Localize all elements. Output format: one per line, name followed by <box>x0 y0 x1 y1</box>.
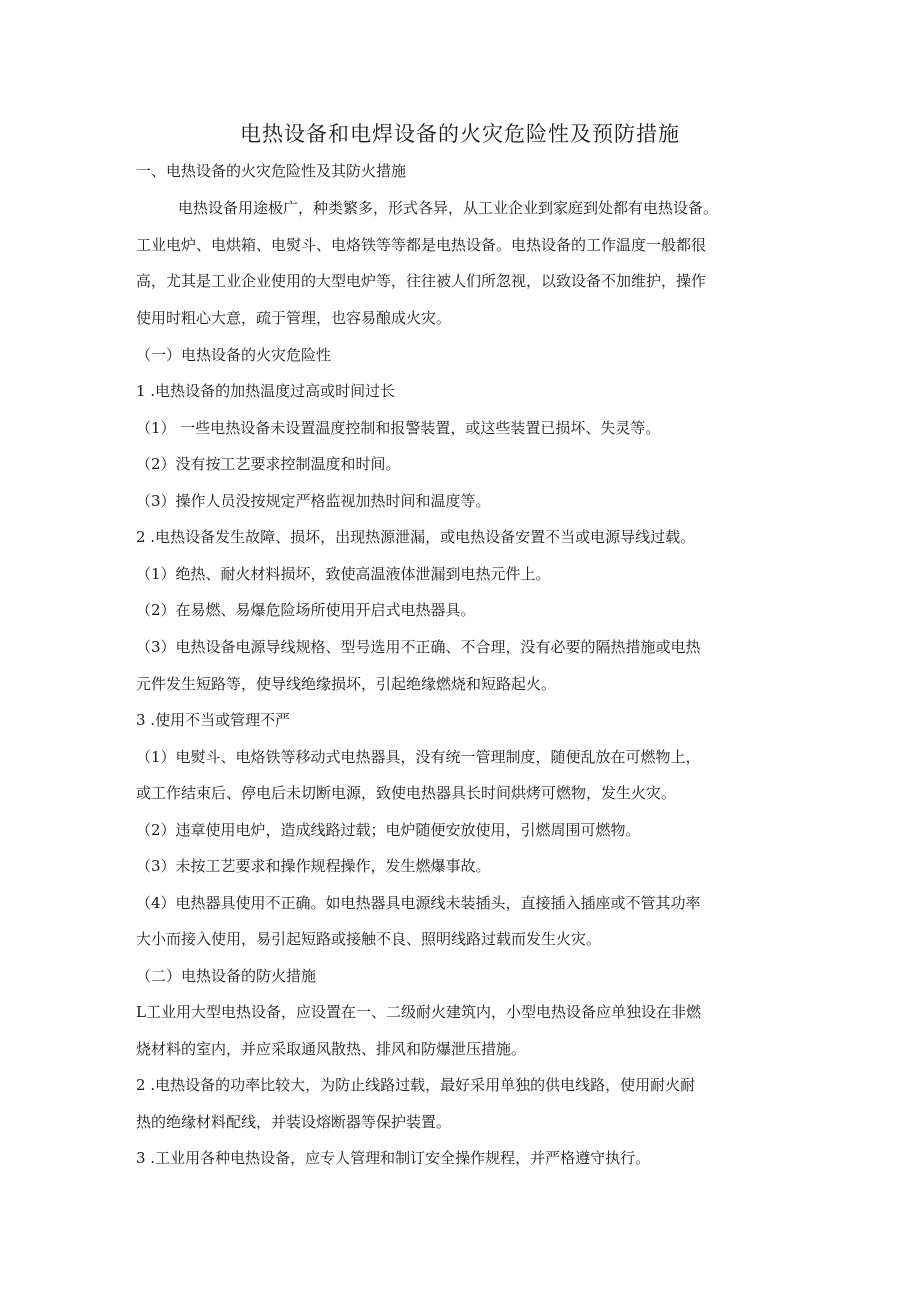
list-item: （1） 一些电热设备未设置温度控制和报警装置，或这些装置已损坏、失灵等。 <box>136 419 661 437</box>
list-item-continuation: 或工作结束后、停电后未切断电源，致使电热器具长时间烘烤可燃物，发生火灾。 <box>136 784 677 802</box>
item-continuation: 热的绝缘材料配线，并装设熔断器等保护装置。 <box>136 1113 452 1131</box>
list-item: （4）电热器具使用不正确。如电热器具电源线未装插头，直接插入插座或不管其功率 <box>136 894 701 912</box>
paragraph-line: 工业电炉、电烘箱、电熨斗、电烙铁等等都是电热设备。电热设备的工作温度一般都很 <box>136 236 707 254</box>
paragraph-line: 使用时粗心大意，疏于管理，也容易酿成火灾。 <box>136 309 452 327</box>
list-item: （3）未按工艺要求和操作规程操作，发生燃爆事故。 <box>136 857 491 875</box>
document-title: 电热设备和电焊设备的火灾危险性及预防措施 <box>240 122 680 146</box>
list-item-continuation: 元件发生短路等，使导线绝缘损坏，引起绝缘燃烧和短路起火。 <box>136 675 557 693</box>
list-item-continuation: 大小而接入使用，易引起短路或接触不良、照明线路过载而发生火灾。 <box>136 930 602 948</box>
item-heading: 2 .电热设备的功率比较大，为防止线路过载，最好采用单独的供电线路，使用耐火耐 <box>136 1076 696 1094</box>
list-item: （2）在易燃、易爆危险场所使用开启式电热器具。 <box>136 601 476 619</box>
list-item: （2）违章使用电炉，造成线路过载；电炉随便安放使用，引燃周围可燃物。 <box>136 821 641 839</box>
list-item: （3）电热设备电源导线规格、型号选用不正确、不合理，没有必要的隔热措施或电热 <box>136 638 701 656</box>
item-heading: 3 .使用不当或管理不严 <box>136 711 291 729</box>
paragraph-line: 电热设备用途极广，种类繁多，形式各异，从工业企业到家庭到处都有电热设备。 <box>178 199 719 217</box>
subsection-heading: （一）电热设备的火灾危险性 <box>136 346 332 364</box>
list-item: （1）电熨斗、电烙铁等移动式电热器具，没有统一管理制度，随便乱放在可燃物上， <box>136 748 701 766</box>
list-item: （2）没有按工艺要求控制温度和时间。 <box>136 455 401 473</box>
item-heading: L工业用大型电热设备，应设置在一、二级耐火建筑内，小型电热设备应单独设在非燃 <box>136 1003 701 1021</box>
item-heading: 1 .电热设备的加热温度过高或时间过长 <box>136 382 396 400</box>
list-item: （3）操作人员没按规定严格监视加热时间和温度等。 <box>136 492 491 510</box>
item-continuation: 烧材料的室内，并应采取通风散热、排风和防爆泄压措施。 <box>136 1040 527 1058</box>
item-heading: 2 .电热设备发生故障、损坏，出现热源泄漏，或电热设备安置不当或电源导线过载。 <box>136 528 696 546</box>
paragraph-line: 高，尤其是工业企业使用的大型电炉等，往往被人们所忽视，以致设备不加维护，操作 <box>136 272 707 290</box>
section-heading: 一、电热设备的火灾危险性及其防火措施 <box>136 162 407 180</box>
item-heading: 3 .工业用各种电热设备，应专人管理和制订安全操作规程，并严格遵守执行。 <box>136 1149 651 1167</box>
subsection-heading: （二）电热设备的防火措施 <box>136 967 317 985</box>
list-item: （1）绝热、耐火材料损坏，致使高温液体泄漏到电热元件上。 <box>136 565 551 583</box>
